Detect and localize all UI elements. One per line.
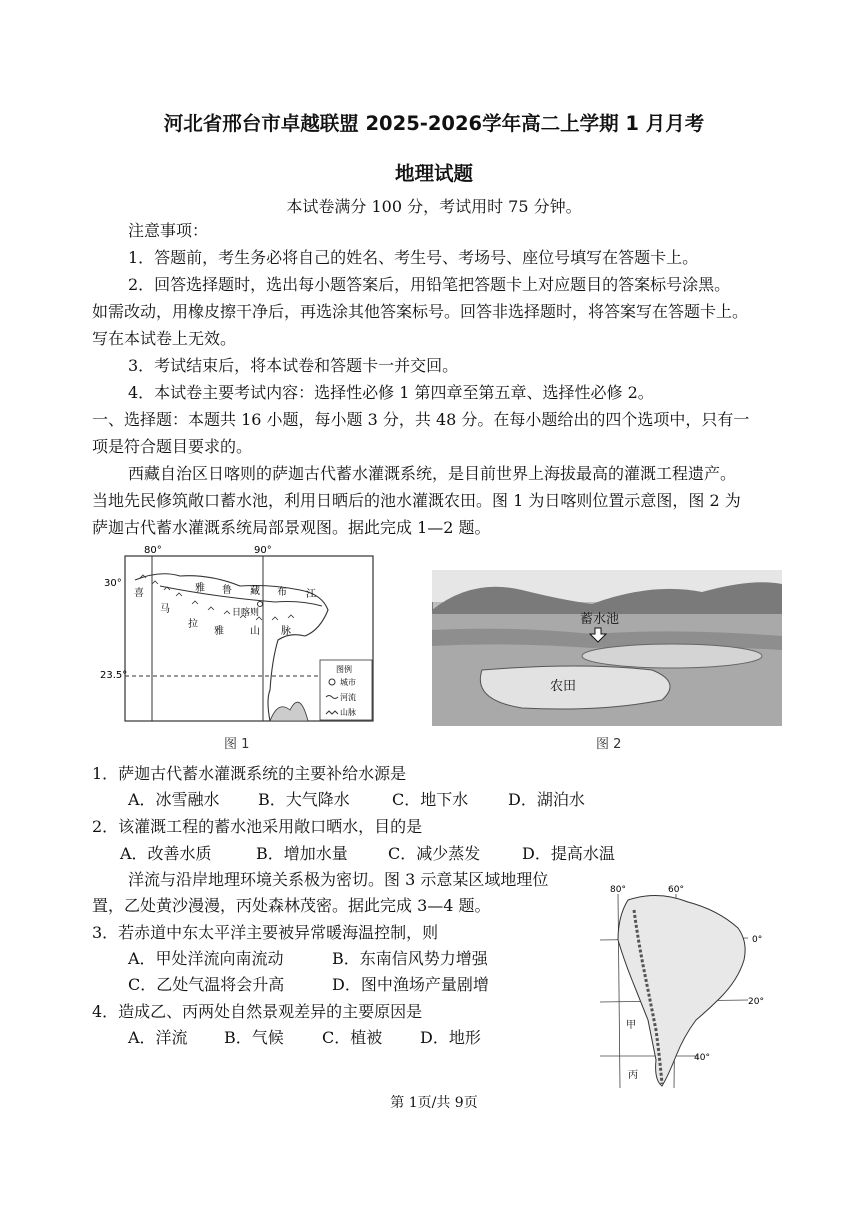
fig3-lon80-label: 80° bbox=[610, 885, 626, 895]
passage2-line1: 洋流与沿岸地理环境关系极为密切。图 3 示意某区域地理位 bbox=[128, 870, 549, 889]
fig1-lat23-label: 23.5° bbox=[100, 670, 128, 681]
section-heading-line2: 项是符合题目要求的。 bbox=[92, 437, 253, 456]
q2-option-d: D．提高水温 bbox=[522, 844, 615, 863]
q3-option-c: C．乙处气温将会升高 bbox=[128, 975, 285, 994]
page-footer: 第 1页/共 9页 bbox=[390, 1095, 478, 1111]
exam-subtitle: 地理试题 bbox=[394, 162, 473, 185]
fig1-mtn-char-2: 马 bbox=[160, 604, 170, 615]
fig1-lon80-label: 80° bbox=[144, 545, 162, 556]
fig2-field-label: 农田 bbox=[550, 679, 577, 694]
q4-option-d: D．地形 bbox=[420, 1028, 481, 1047]
section-heading-line1: 一、选择题：本题共 16 小题，每小题 3 分，共 48 分。在每小题给出的四个选项中，只有一 bbox=[92, 410, 750, 429]
fig1-mtn-char-3: 拉 bbox=[188, 619, 198, 630]
fig1-legend-mountain: 山脉 bbox=[340, 708, 356, 717]
fig1-river-char-2: 鲁 bbox=[222, 585, 232, 596]
notice-item-2-line2: 如需改动，用橡皮擦干净后，再选涂其他答案标号。回答非选择题时，将答案写在答题卡上。 bbox=[92, 302, 749, 321]
q1-option-c: C．地下水 bbox=[392, 790, 469, 809]
fig1-legend-river: 河流 bbox=[340, 693, 356, 702]
fig1-legend-title: 图例 bbox=[336, 665, 352, 674]
fig1-river-char-1: 雅 bbox=[195, 583, 205, 594]
q2-option-a: A．改善水质 bbox=[120, 844, 212, 863]
notice-item-3: 3．考试结束后，将本试卷和答题卡一并交回。 bbox=[128, 356, 459, 375]
fig1-lat30-label: 30° bbox=[104, 578, 122, 589]
fig1-river-char-4: 布 bbox=[277, 587, 287, 598]
notice-heading: 注意事项： bbox=[128, 221, 209, 240]
q1-option-b: B．大气降水 bbox=[258, 790, 350, 809]
fig3-lat20-label: 20° bbox=[748, 997, 764, 1007]
q4-option-a: A．洋流 bbox=[128, 1028, 188, 1047]
q4-option-c: C．植被 bbox=[322, 1028, 383, 1047]
notice-item-2-line3: 写在本试卷上无效。 bbox=[92, 329, 237, 348]
q3-option-b: B．东南信风势力增强 bbox=[332, 949, 488, 968]
figure3-map bbox=[598, 880, 776, 1090]
fig1-legend-city: 城市 bbox=[340, 678, 356, 687]
notice-item-4: 4．本试卷主要考试内容：选择性必修 1 第四章至第五章、选择性必修 2。 bbox=[128, 383, 654, 402]
q3-option-d: D．图中渔场产量剧增 bbox=[332, 975, 489, 994]
fig1-mtn-char-4: 雅 bbox=[214, 626, 224, 637]
passage1-line2: 当地先民修筑敞口蓄水池，利用日晒后的池水灌溉农田。图 1 为日喀则位置示意图，图 2 为 bbox=[92, 491, 741, 510]
q1-stem: 1．萨迦古代蓄水灌溉系统的主要补给水源是 bbox=[92, 764, 407, 783]
pond-shape bbox=[582, 644, 762, 668]
figure1-map bbox=[100, 540, 390, 730]
fig3-label-bing: 丙 bbox=[628, 1070, 638, 1081]
fig1-mtn-char-5: 山 bbox=[250, 626, 260, 637]
passage1-line3: 萨迦古代蓄水灌溉系统局部景观图。据此完成 1—2 题。 bbox=[92, 518, 491, 537]
fig3-lon60-label: 60° bbox=[668, 885, 684, 895]
passage2-line2: 置，乙处黄沙漫漫，丙处森林茂密。据此完成 3—4 题。 bbox=[92, 896, 491, 915]
notice-item-2-line1: 2．回答选择题时，选出每小题答案后，用铅笔把答题卡上对应题目的答案标号涂黑。 bbox=[128, 275, 731, 294]
fig3-lat0-label: 0° bbox=[752, 935, 763, 945]
figure2-photo bbox=[432, 570, 782, 726]
q1-option-d: D．湖泊水 bbox=[508, 790, 585, 809]
exam-info: 本试卷满分 100 分，考试用时 75 分钟。 bbox=[286, 197, 582, 216]
notice-item-1: 1．答题前，考生务必将自己的姓名、考生号、考场号、座位号填写在答题卡上。 bbox=[128, 248, 699, 267]
q3-stem: 3．若赤道中东太平洋主要被异常暖海温控制，则 bbox=[92, 923, 439, 942]
fig1-river-char-5: 江 bbox=[306, 589, 316, 600]
figure1-caption: 图 1 bbox=[224, 737, 250, 752]
q2-option-b: B．增加水量 bbox=[256, 844, 348, 863]
fig1-city-label: 日喀则 bbox=[232, 608, 260, 618]
fig1-river-char-3: 藏 bbox=[250, 586, 260, 597]
fig3-lat40-label: 40° bbox=[694, 1053, 710, 1063]
fig2-pool-label: 蓄水池 bbox=[580, 612, 620, 627]
fig1-mtn-char-6: 脉 bbox=[281, 626, 291, 637]
q4-stem: 4．造成乙、丙两处自然景观差异的主要原因是 bbox=[92, 1002, 423, 1021]
q2-option-c: C．减少蒸发 bbox=[388, 844, 481, 863]
fig1-lon90-label: 90° bbox=[254, 545, 272, 556]
figure2-caption: 图 2 bbox=[596, 737, 622, 752]
q4-option-b: B．气候 bbox=[224, 1028, 284, 1047]
fig3-label-jia: 甲 bbox=[626, 1020, 636, 1031]
passage1-line1: 西藏自治区日喀则的萨迦古代蓄水灌溉系统，是目前世界上海拔最高的灌溉工程遗产。 bbox=[128, 464, 737, 483]
q1-option-a: A．冰雪融水 bbox=[128, 790, 220, 809]
continent-shape bbox=[618, 895, 745, 1086]
exam-title: 河北省邢台市卓越联盟 2025-2026学年高二上学期 1 月月考 bbox=[163, 112, 705, 135]
fig1-mtn-char-1: 喜 bbox=[134, 588, 144, 599]
q2-stem: 2．该灌溉工程的蓄水池采用敞口晒水，目的是 bbox=[92, 817, 423, 836]
q3-option-a: A．甲处洋流向南流动 bbox=[128, 949, 284, 968]
